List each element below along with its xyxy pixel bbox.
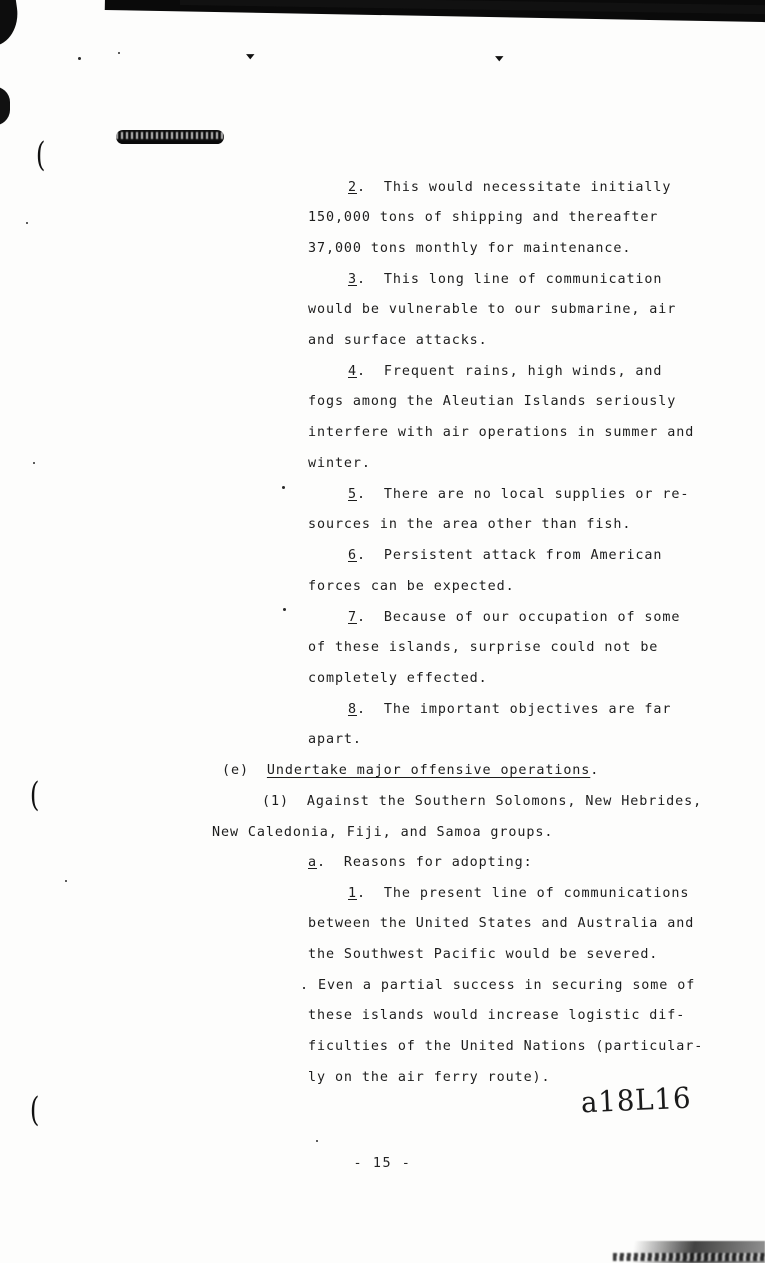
text-line: completely effected.: [308, 671, 488, 686]
text-line: 6. Persistent attack from American: [348, 548, 663, 563]
ink-bird-right: ▾: [495, 51, 504, 65]
list-marker: 3: [348, 272, 357, 287]
ink-bird-left: ▾: [246, 49, 255, 63]
text-line: between the United States and Australia and: [308, 916, 695, 931]
text-line: sources in the area other than fish.: [308, 517, 632, 532]
text-line: a. Reasons for adopting:: [308, 855, 533, 870]
text-line: 3. This long line of communication: [348, 272, 663, 287]
text-line: 1. The present line of communications: [348, 886, 690, 901]
text-line: fogs among the Aleutian Islands seriously: [308, 394, 677, 409]
text-line: winter.: [308, 456, 371, 471]
scan-edge-bottom-smudge: [605, 1241, 765, 1263]
text-line: apart.: [308, 732, 362, 747]
list-marker: a: [308, 855, 317, 870]
text-line: forces can be expected.: [308, 579, 515, 594]
margin-paren-top: (: [35, 135, 46, 175]
list-marker: 8: [348, 702, 357, 717]
text-line: these islands would increase logistic dif-: [308, 1008, 686, 1023]
text-line: 5. There are no local supplies or re-: [348, 487, 690, 502]
text-line: (1) Against the Southern Solomons, New Hebrides,: [262, 794, 703, 809]
text-line: 37,000 tons monthly for maintenance.: [308, 241, 632, 256]
text-line: of these islands, surprise could not be: [308, 640, 659, 655]
section-heading-underlined-text: Undertake major offensive operations: [266, 763, 591, 778]
handwritten-archival-number: a18L16: [580, 1080, 693, 1120]
list-marker: 4: [348, 364, 357, 379]
text-line: 2. This would necessitate initially: [348, 180, 672, 195]
text-line: New Caledonia, Fiji, and Samoa groups.: [212, 825, 554, 840]
text-line: 4. Frequent rains, high winds, and: [348, 364, 663, 379]
section-heading-e: (e) Undertake major offensive operations.: [222, 763, 600, 778]
list-marker: 7: [348, 610, 357, 625]
list-marker: 1: [348, 886, 357, 901]
text-line: the Southwest Pacific would be severed.: [308, 947, 659, 962]
text-line: 8. The important objectives are far: [348, 702, 672, 717]
margin-paren-middle: (: [29, 775, 40, 815]
list-marker: 6: [348, 548, 357, 563]
list-marker: 5: [348, 487, 357, 502]
text-line: 7. Because of our occupation of some: [348, 610, 681, 625]
text-line: ly on the air ferry route).: [308, 1070, 551, 1085]
margin-paren-bottom: (: [29, 1090, 40, 1130]
text-line: ficulties of the United Nations (particular-: [308, 1039, 704, 1054]
list-marker: 2: [348, 180, 357, 195]
text-line: would be vulnerable to our submarine, air: [308, 302, 677, 317]
text-line: 150,000 tons of shipping and thereafter: [308, 210, 659, 225]
text-line: interfere with air operations in summer and: [308, 425, 695, 440]
text-line: and surface attacks.: [308, 333, 488, 348]
text-line: . Even a partial success in securing some of: [300, 978, 696, 993]
page-number: - 15 -: [353, 1156, 412, 1171]
